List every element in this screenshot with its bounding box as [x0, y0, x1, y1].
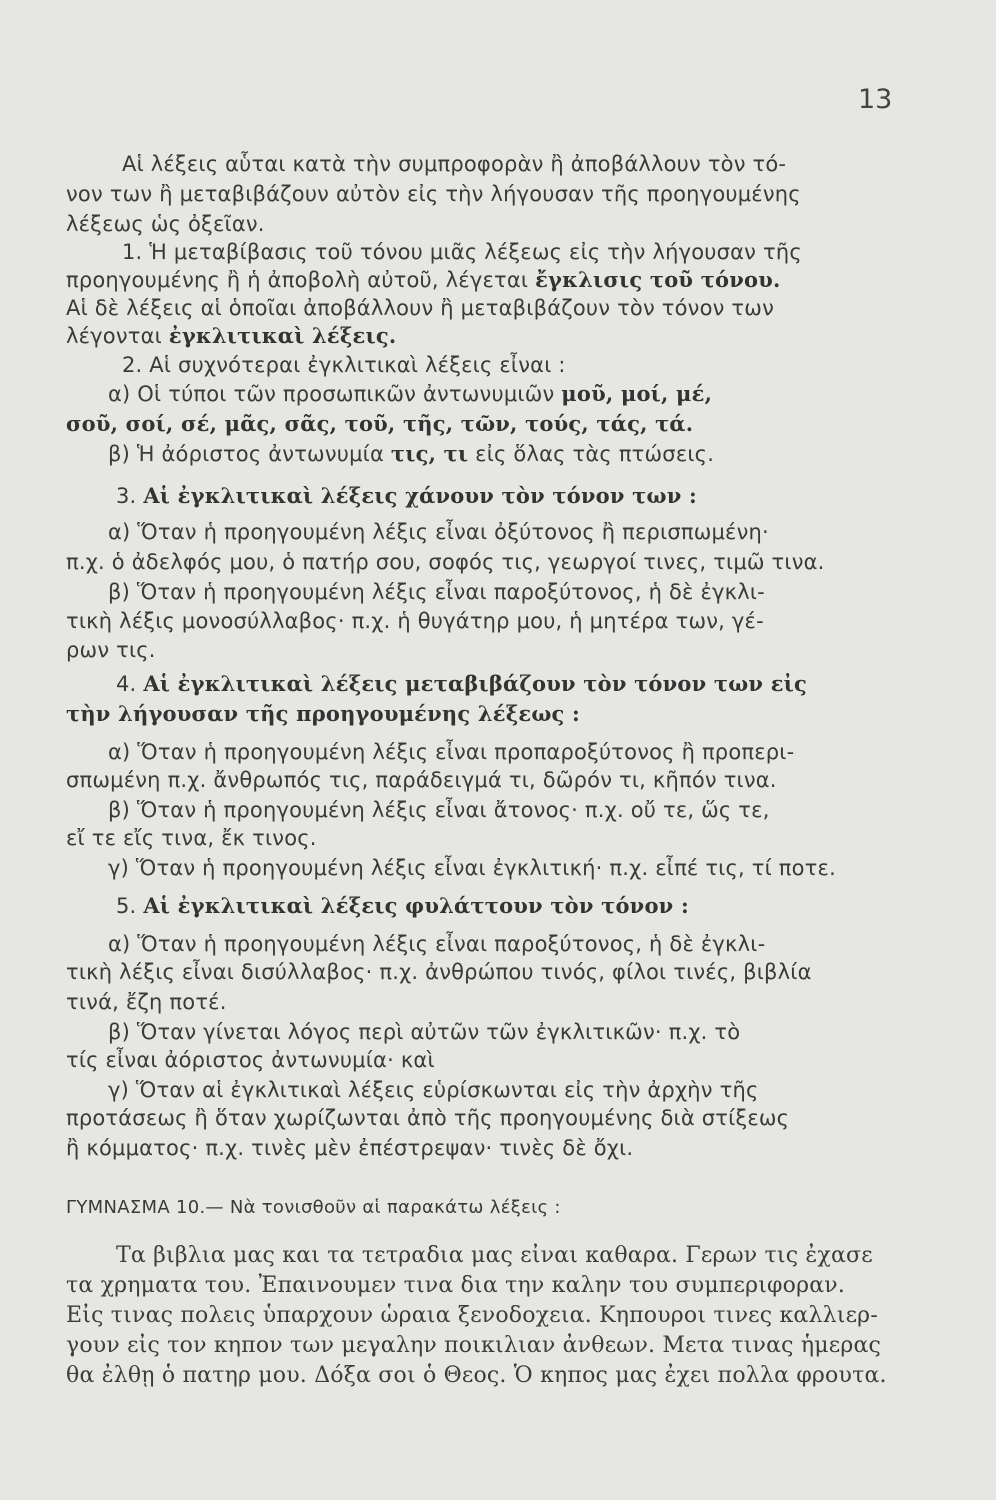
section-3-line-5: τικὴ λέξις μονοσύλλαβος· π.χ. ἡ θυγάτηρ μου, ἡ μητέρα των, γέ- [66, 609, 764, 633]
section-5-number: 5. [116, 894, 144, 918]
section-3-line-2: α) Ὅταν ἡ προηγουμένη λέξις εἶναι ὀξύτονος ἢ περισπωμένη· [108, 520, 769, 544]
section-4-heading [116, 670, 807, 698]
section-2-line-3: σοῦ, σοί, σέ, μᾶς, σᾶς, τοῦ, τῆς, τῶν, τούς, τάς, τά. [66, 411, 694, 436]
exercise-line-1: Τα βιβλια μας και τα τετραδια μας εἰναι καθαρα. Γερων τις ἐχασε [116, 1243, 873, 1268]
section-3-number: 3. [116, 484, 144, 508]
section-4-number: 4. [116, 672, 144, 696]
section-3-line-3: π.χ. ὁ ἀδελφός μου, ὁ πατήρ σου, σοφός τις, γεωργοί τινες, τιμῶ τινα. [66, 550, 825, 574]
section-4-line-6: εἴ τε εἴς τινα, ἔκ τινος. [66, 826, 317, 850]
section-5-line-7: γ) Ὅταν αἱ ἐγκλιτικαὶ λέξεις εὑρίσκωνται εἰς τὴν ἀρχὴν τῆς [108, 1078, 759, 1102]
section-2-line-1: 2. Αἱ συχνότεραι ἐγκλιτικαὶ λέξεις εἶναι : [122, 353, 566, 377]
section-3-line-4: β) Ὅταν ἡ προηγουμένη λέξις εἶναι παροξύτονος, ἡ δὲ ἐγκλι- [108, 580, 765, 604]
section-5-line-6: τίς εἶναι ἀόριστος ἀντωνυμία· καὶ [66, 1048, 435, 1072]
section-5-line-2: α) Ὅταν ἡ προηγουμένη λέξις εἶναι παροξύτονος, ἡ δὲ ἐγκλι- [108, 932, 766, 956]
section-1-line-2 [66, 266, 781, 294]
section-4-line-7: γ) Ὅταν ἡ προηγουμένη λέξις εἶναι ἐγκλιτική· π.χ. εἶπέ τις, τί ποτε. [108, 856, 836, 880]
section-2-text: α) Οἱ τύποι τῶν προσωπικῶν ἀντωνυμιῶν [108, 382, 562, 406]
exercise-heading: ΓΥΜΝΑΣΜΑ 10.— Νὰ τονισθοῦν αἱ παρακάτω λέξεις : [66, 1197, 561, 1218]
section-4-line-3: α) Ὅταν ἡ προηγουμένη λέξις εἶναι προπαροξύτονος ἢ προπερι- [108, 740, 795, 764]
section-2-text: εἰς ὅλας τὰς πτώσεις. [468, 442, 715, 466]
term-enclitic-words: ἐγκλιτικαὶ λέξεις. [168, 323, 397, 348]
section-5-line-8: προτάσεως ἢ ὅταν χωρίζωνται ἀπὸ τῆς προηγουμένης διὰ στίξεως [66, 1106, 790, 1130]
exercise-line-5: θα ἐλθῃ ὁ πατηρ μου. Δόξα σοι ὁ Θεος. Ὁ κηπος μας ἐχει πολλα φρουτα. [66, 1363, 887, 1388]
section-5-title: Αἱ ἐγκλιτικαὶ λέξεις φυλάττουν τὸν τόνον : [143, 893, 689, 918]
page-number: 13 [858, 84, 893, 115]
section-1-line-1: 1. Ἡ μεταβίβασις τοῦ τόνου μιᾶς λέξεως εἰς τὴν λήγουσαν τῆς [122, 240, 802, 264]
section-4-title: Αἱ ἐγκλιτικαὶ λέξεις μεταβιβάζουν τὸν τόνον των εἰς [143, 671, 808, 696]
section-4-line-5: β) Ὅταν ἡ προηγουμένη λέξις εἶναι ἄτονος· π.χ. οὔ τε, ὥς τε, [108, 798, 770, 822]
section-5-line-9: ἢ κόμματος· π.χ. τινὲς μὲν ἐπέστρεψαν· τινὲς δὲ ὄχι. [66, 1136, 634, 1160]
exercise-line-4: γουν εἰς τον κηπον των μεγαλην ποικιλιαν ἀνθεων. Μετα τινας ἡμερας [66, 1333, 882, 1358]
section-2-text: β) Ἡ ἀόριστος ἀντωνυμία [108, 442, 391, 466]
section-3-line-6: ρων τις. [66, 638, 156, 662]
section-2-line-4 [108, 440, 714, 468]
section-5-heading [116, 892, 689, 920]
section-5-line-5: β) Ὅταν γίνεται λόγος περὶ αὐτῶν τῶν ἐγκλιτικῶν· π.χ. τὸ [108, 1020, 741, 1044]
section-3-title: Αἱ ἐγκλιτικαὶ λέξεις χάνουν τὸν τόνον των : [143, 483, 697, 508]
section-5-line-4: τινά, ἔζη ποτέ. [66, 990, 227, 1014]
indefinite-pronoun: τις, τι [390, 441, 469, 466]
section-2-line-2 [108, 380, 712, 408]
intro-line-3: λέξεως ὡς ὀξεῖαν. [66, 212, 265, 236]
pronoun-forms: μοῦ, μοί, μέ, [561, 381, 713, 406]
intro-line-1: Αἱ λέξεις αὗται κατὰ τὴν συμπροφορὰν ἢ ἀποβάλλουν τὸν τό- [122, 152, 787, 176]
term-enclisis: ἔγκλισις τοῦ τόνου. [535, 267, 781, 292]
exercise-line-2: τα χρηματα του. Ἐπαινουμεν τινα δια την καλην του συμπεριφοραν. [66, 1273, 846, 1298]
section-1-line-4 [66, 322, 396, 350]
intro-line-2: νον των ἢ μεταβιβάζουν αὐτὸν εἰς τὴν λήγουσαν τῆς προηγουμένης [66, 182, 801, 206]
section-3-heading [116, 482, 697, 510]
section-1-line-3: Αἱ δὲ λέξεις αἱ ὁποῖαι ἀποβάλλουν ἢ μεταβιβάζουν τὸν τόνον των [66, 296, 774, 320]
section-4-line-2: τὴν λήγουσαν τῆς προηγουμένης λέξεως : [66, 701, 580, 726]
section-1-text: προηγουμένης ἢ ἡ ἀποβολὴ αὐτοῦ, λέγεται [66, 268, 536, 292]
section-1-text: λέγονται [66, 324, 169, 348]
section-4-line-4: σπωμένη π.χ. ἄνθρωπός τις, παράδειγμά τι, δῶρόν τι, κῆπόν τινα. [66, 768, 777, 792]
exercise-line-3: Εἰς τινας πολεις ὑπαρχουν ὡραια ξενοδοχεια. Κηπουροι τινες καλλιερ- [66, 1303, 878, 1328]
section-5-line-3: τικὴ λέξις εἶναι δισύλλαβος· π.χ. ἀνθρώπου τινός, φίλοι τινές, βιβλία [66, 960, 812, 984]
